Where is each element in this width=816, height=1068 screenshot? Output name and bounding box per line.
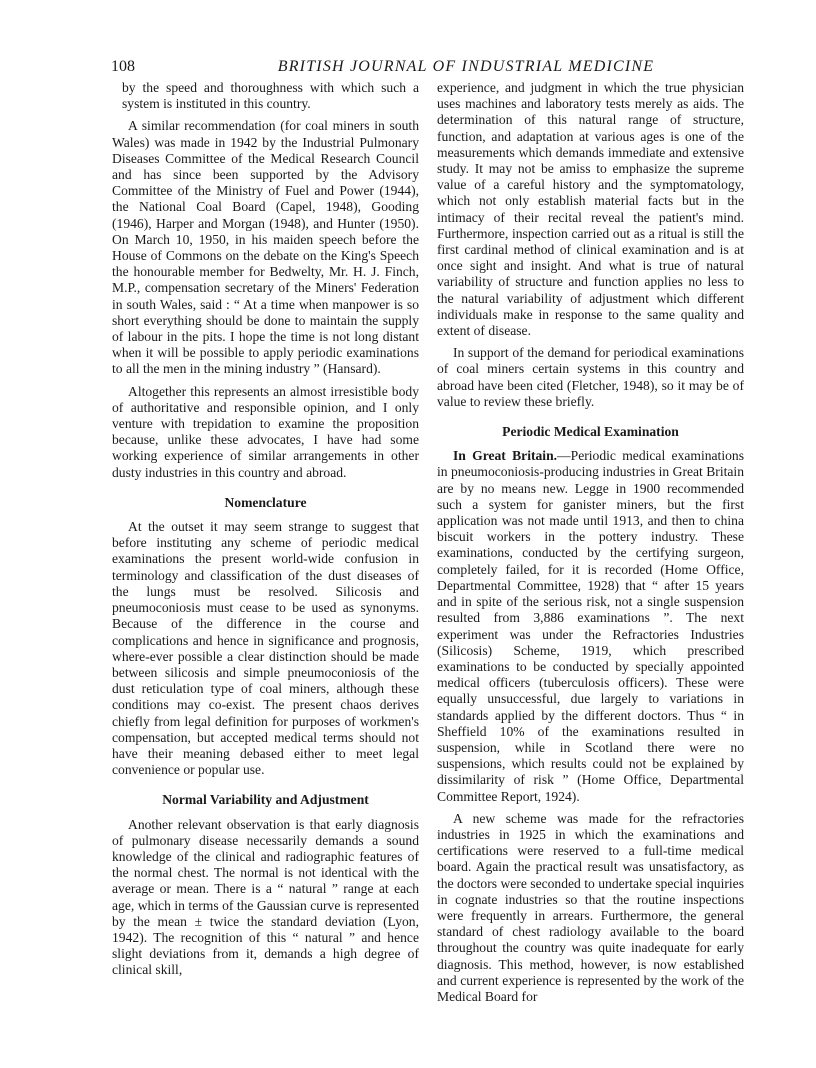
paragraph-great-britain-body: —Periodic medical examinations in pneumoconiosis-producing industries in Great Britain are by no means new. Legge in 1900 recommended such a system for ganister miners, but the first application was not made until 1913, and then to china biscuit workers in the pottery industry. These examinations, conducted by the certifying surgeon, completely failed, for it is recorded (Home Office, Departmental Committee, 1928) that “ after 15 years and in spite of the serious risk, not a single suspension resulted from 3,886 examinations ”. The next experiment was under the Refractories Industries (Silicosis) Scheme, 1919, which prescribed examinations to be conducted by specially appointed medical officers (tuberculosis officers). These were equally unsuccessful, due largely to variations in standards applied by the different doctors. Thus “ in Sheffield 10% of the examinations resulted in suspension, while in Scotland there were no suspensions, which results could not be explained by dissimilarity of risk ” (Home Office, Departmental Committee Report, 1924). [437,448,744,804]
paragraph-support: In support of the demand for periodical examinations of coal miners certain systems in this country and abroad have been cited (Fletcher, 1948), so it may be of value to review these briefly. [437,345,744,409]
continued-paragraph: by the speed and thoroughness with which such a system is instituted in this country. [122,80,419,112]
continued-paragraph-right: experience, and judgment in which the true physician uses machines and laboratory tests merely as aids. The determination of this natural range of structure, function, and adaptation at various ages is one of the measurements which demands immediate and extensive study. It may not be amiss to emphasize the supreme value of a careful history and the symptomatology, which not only establish material facts but in the intimacy of their recital reveal the patient's mind. Furthermore, inspection carried out as a ritual is still the first cardinal method of clinical examination and is at once sight and insight. And what is true of natural variability of structure and function applies no less to the natural variability of adjustment which different individuals make in response to the same quality and extent of disease. [437,80,744,339]
runin-heading-great-britain: In Great Britain. [453,448,558,464]
paragraph-nomenclature: At the outset it may seem strange to suggest that before instituting any scheme of periodic medical examinations the present world-wide confusion in terminology and classification of the dust diseases of the lungs must be resolved. Silicosis and pneumoconiosis must cease to be used as synonyms. Because of the difference in the course and complications and hence in significance and prognosis, where-ever possible a clear distinction should be made between silicosis and simple pneumoconiosis of the dust reticulation type of coal miners, although these conditions may co-exist. The present chaos derives chiefly from legal definition for purposes of workmen's compensation, but accepted medical terms should not have their meaning debased either to meet legal convenience or popular use. [112,519,419,778]
journal-title: BRITISH JOURNAL OF INDUSTRIAL MEDICINE [277,58,655,75]
paragraph-recommendation: A similar recommendation (for coal miners in south Wales) was made in 1942 by the Industrial Pulmonary Diseases Committee of the Medical Research Council and has since been supported by the Advisory Committee of the Ministry of Fuel and Power (1944), the National Coal Board (Capel, 1948), Gooding (1946), Harper and Morgan (1948), and Hunter (1950). On March 10, 1950, in his maiden speech before the House of Commons on the debate on the King's Speech the honourable member for Bedwelty, Mr. H. J. Finch, M.P., compensation secretary of the Miners' Federation in south Wales, said : “ At a time when manpower is so short everything should be done to maintain the supply of labour in the pits. I hope the time is not long distant when it will be possible to apply periodic examinations to all the men in the mining industry ” (Hansard). [112,118,419,377]
section-heading-variability: Normal Variability and Adjustment [162,792,369,808]
section-heading-periodic: Periodic Medical Examination [502,424,679,440]
page-number: 108 [111,58,135,75]
paragraph-variability: Another relevant observation is that early diagnosis of pulmonary disease necessarily demands a sound knowledge of the clinical and radiographic features of the normal chest. The normal is not identical with the average or mean. There is a “ natural ” range at each age, which in terms of the Gaussian curve is represented by the mean ± twice the standard deviation (Lyon, 1942). The recognition of this “ natural ” and hence slight deviations from it, demands a high degree of clinical skill, [112,816,419,978]
paragraph-new-scheme: A new scheme was made for the refractories industries in 1925 in which the examinations and certifications were reserved to a full-time medical board. Again the practical result was unsatisfactory, as the doctors were seconded to undertake special inquiries in cognate industries so that the routine inspections were frequently in arrears. Furthermore, the general standard of chest radiology available to the board throughout the country was quite inadequate for early diagnosis. This method, however, is now established and current experience is represented by the work of the Medical Board for [437,810,744,1004]
left-column [112,80,419,979]
paragraph-altogether: Altogether this represents an almost irresistible body of authoritative and responsible opinion, and I only venture with trepidation to examine the proposition because, unlike these advocates, I have had some working experience of similar arrangements in other dusty industries in this country and abroad. [112,383,419,480]
running-header [111,56,711,78]
section-heading-nomenclature: Nomenclature [224,494,307,510]
right-column [437,80,744,1005]
paragraph-great-britain [437,448,744,804]
